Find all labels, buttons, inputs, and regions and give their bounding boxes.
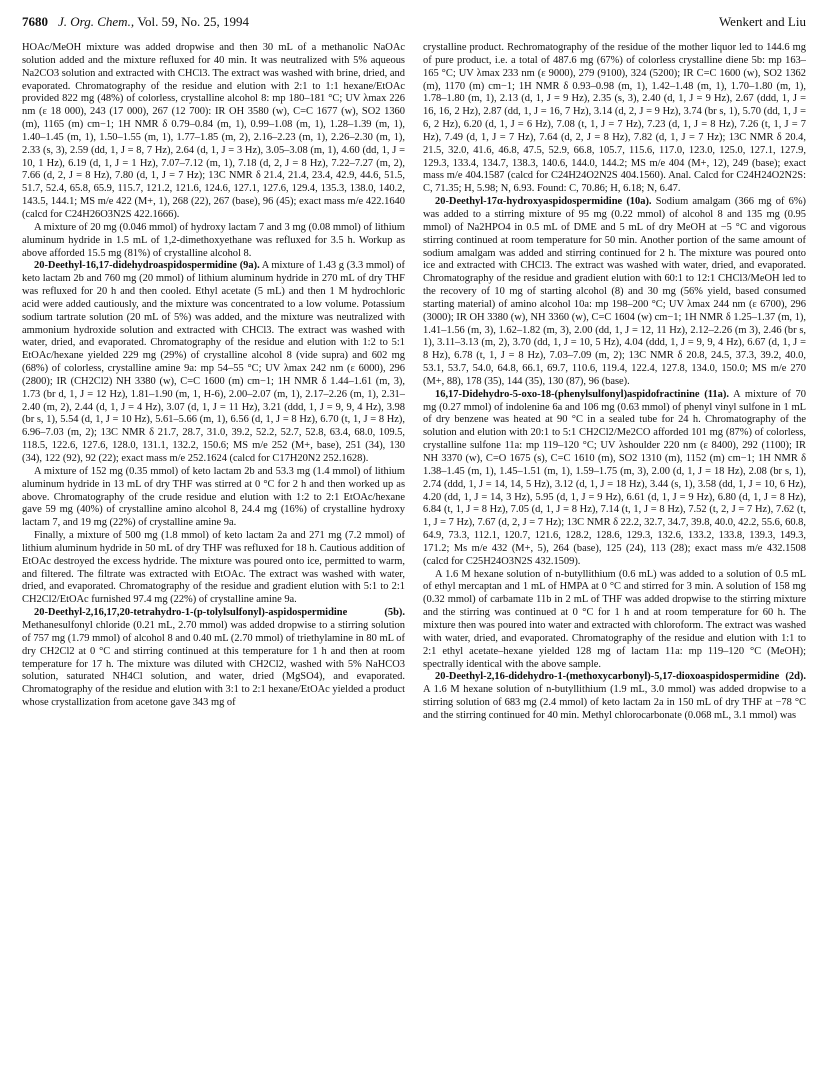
section-heading: 20-Deethyl-16,17-didehydroaspidospermidine (9a). xyxy=(34,260,260,272)
paragraph-text: Methanesulfonyl chloride (0.21 mL, 2.70 mmol) was added dropwise to a stirring solution of 757 mg (1.79 mmol) of alcohol 8 and 0.40 mL (2.70 mmol) of triethylamine in 80 mL of dry CH2Cl2 at 0 °C and stirring continued at this temperature for 1 h and then at room temperature for 17 h. The mixture was diluted with CH2Cl2, washed with 5% NaHCO3 solution, saturated NH4Cl solution, and water, dried (MgSO4), and evaporated. Chromatography of the residue and elution with 3:1 to 2:1 hexane/EtOAc yielded a product whose crystallization from acetone gave 343 mg of xyxy=(22,619,405,709)
paragraph xyxy=(423,671,806,722)
paragraph xyxy=(22,260,405,466)
paragraph xyxy=(423,42,806,196)
journal-name: J. Org. Chem., xyxy=(58,14,135,29)
section-heading: 20-Deethyl-2,16,17,20-tetrahydro-1-(p-tolylsulfonyl)-aspidospermidine (5b). xyxy=(34,607,405,619)
paragraph-text: A mixture of 1.43 g (3.3 mmol) of keto lactam 2b and 760 mg (20 mmol) of lithium aluminum hydride in 270 mL of dry THF was refluxed for 20 h and then cooled. Ethyl acetate (5 mL) and then 1 M hydrochloric acid were added cautiously, and the mixture was concentrated to a low volume. Potassium sodium tartrate solution (20 mL of 5%) was added, and the mixture was neutralized with ammonium hydroxide solution and extracted with CHCl3. The extract was washed with water, dried, and evaporated. Chromatography of the residue and elution with 1:2 to 5:1 EtOAc/hexane yielded 229 mg (29%) of crystalline alcohol 8 (vide supra) and 602 mg (68%) of colorless, crystalline amine 9a: mp 54–55 °C; UV λmax 242 nm (ε 6000), 296 (2800); IR (CH2Cl2) NH 3380 (w), C=C 1600 (m) cm−1; 1H NMR δ 1.44–1.61 (m, 3), 1.73 (br d, 1, J = 12 Hz), 1.81–1.90 (m, 1, H-6), 2.00–2.07 (m, 1), 2.17–2.26 (m, 1), 2.31–2.40 (m, 2), 2.44 (d, 1, J = 4 Hz), 3.07 (d, 1, J = 11 Hz), 3.21 (ddd, 1, J = 9, 9, 4 Hz), 3.98 (br s, 1), 5.54 (d, 1, J = 10 Hz), 5.61–5.66 (m, 1), 6.56 (d, 1, J = 8 Hz), 6.70 (t, 1, J = 8 Hz), 6.96–7.03 (m, 2); 13C NMR δ 21.7, 28.7, 31.0, 39.2, 52.2, 52.7, 52.8, 63.4, 68.0, 109.5, 118.5, 122.6, 127.6, 128.0, 131.1, 132.2, 150.6; MS m/e 252 (M+, base), 251 (34), 130 (34), 122 (92), 92 (22); exact mass m/e 252.1624 (calcd for C17H20N2 252.1628). xyxy=(22,260,405,464)
paragraph-text: crystalline product. Rechromatography of the residue of the mother liquor led to 144.6 mg of pure product, i.e. a total of 487.6 mg (67%) of colorless crystalline diene 5b: mp 163–165 °C; UV λmax 233 nm (ε 9000), 279 (9100), 324 (5200); IR C=C 1600 (w), SO2 1362 (m), 1170 (m) cm−1; 1H NMR δ 0.93–0.98 (m, 1), 1.42–1.48 (m, 1), 1.70–1.80 (m, 1), 1.78–1.80 (m, 1), 2.13 (d, 1, J = 9 Hz), 2.35 (s, 3), 2.40 (d, 1, J = 9 Hz), 2.67 (ddd, 1, J = 16, 16, 2 Hz), 2.87 (dd, 1, J = 16, 7 Hz), 3.14 (d, 2, J = 9 Hz), 3.74 (br s, 1), 5.70 (dd, 1, J = 6, 2 Hz), 6.20 (d, 1, J = 6 Hz), 7.08 (t, 1, J = 7 Hz), 7.23 (d, 1, J = 8 Hz), 7.26 (t, 1, J = 7 Hz), 7.49 (d, 1, J = 7 Hz), 7.64 (d, 2, J = 8 Hz), 7.82 (d, 1, J = 7 Hz); 13C NMR δ 20.4, 21.5, 32.0, 41.6, 46.8, 47.5, 52.9, 66.8, 105.7, 115.6, 117.0, 123.0, 125.0, 127.1, 127.9, 129.3, 133.4, 134.7, 138.3, 140.6, 144.0, 144.2; MS m/e 404 (M+, 12), 249 (base); exact mass m/e 404.1587 (calcd for C24H24O2N2S 404.1560). Anal. Calcd for C24H24O2N2S: C, 71.35; H, 5.98; N, 6.93. Found: C, 70.86; H, 6.18; N, 6.47. xyxy=(423,42,806,195)
journal-citation xyxy=(58,14,249,30)
paragraph-text: A 1.6 M hexane solution of n-butyllithium (1.9 mL, 3.0 mmol) was added dropwise to a stirring solution of 683 mg (2.4 mmol) of keto lactam 2a in 150 mL of dry THF at −78 °C and the stirring continued for 40 min. Methyl chlorocarbonate (0.068 mL, 3.1 mmol) was xyxy=(423,684,806,721)
paragraph-text: A mixture of 20 mg (0.046 mmol) of hydroxy lactam 7 and 3 mg (0.08 mmol) of lithium aluminum hydride in 1.5 mL of 1,2-dimethoxyethane was refluxed for 3.5 h. Workup as above afforded 15.5 mg (81%) of crystalline alcohol 8. xyxy=(22,221,405,259)
paragraph-text: Sodium amalgam (366 mg of 6%) was added to a stirring mixture of 95 mg (0.22 mmol) of alcohol 8 and 135 mg (0.95 mmol) of Na2HPO4 in 0.5 mL of DME and 5 mL of dry MeOH at −5 °C and vigorous stirring continued at room temperature for 50 min. Another portion of the same amount of sodium amalgam was added and stirring continued for 2 h. The mixture was poured onto ice and extracted with CHCl3. The extract was washed with water, dried, and evaporated. Chromatography of the residue and gradient elution with 60:1 to 12:1 CHCl3/MeOH led to the recovery of 10 mg of starting alcohol (8) and 30 mg (56% yield, based consumed starting material) of amino alcohol 10a: mp 198–200 °C; UV λmax 244 nm (ε 6700), 296 (3000); IR OH 3380 (w), NH 3360 (w), C=C 1604 (w) cm−1; 1H NMR δ 1.25–1.37 (m, 1), 1.41–1.56 (m, 3), 1.62–1.82 (m, 3), 2.00 (dd, 1, J = 12, 11 Hz), 2.12–2.26 (m 3), 2.46 (br s, 1), 3.11–3.13 (m, 2), 3.70 (dd, 1, J = 10, 5 Hz), 4.04 (ddd, 1, J = 9, 9, 4 Hz), 6.67 (d, 1, J = 8 Hz), 6.78 (t, 1, J = 8 Hz), 7.03–7.09 (m, 2); 13C NMR δ 20.8, 24.5, 37.3, 39.2, 40.0, 53.1, 53.7, 54.0, 64.8, 66.1, 69.7, 110.6, 119.4, 122.4, 127.8, 134.0, 150.0; MS m/e 270 (M+, 88), 178 (35), 144 (35), 130 (87), 96 (base). xyxy=(423,196,806,387)
paragraph xyxy=(22,530,405,607)
running-authors: Wenkert and Liu xyxy=(718,14,806,29)
paragraph xyxy=(423,196,806,389)
section-heading: 20-Deethyl-17α-hydroxyaspidospermidine (10a). xyxy=(435,196,652,208)
paragraph-text: Finally, a mixture of 500 mg (1.8 mmol) of keto lactam 2a and 271 mg (7.2 mmol) of lithium aluminum hydride in 50 mL of dry THF was refluxed for 18 h. Cautious addition of EtOAc destroyed the excess hydride. The mixture was poured onto ice, permitted to warm, and filtered. The filtrate was extracted with EtOAc. The extract was washed with water, dried, and evaporated. Chromatography of the residue and gradient elution with 5:1 to 2:1 CH2Cl2/EtOAc furnished 97.4 mg (22%) of crystalline amine 9a. xyxy=(22,530,405,606)
paragraph-text: A 1.6 M hexane solution of n-butyllithium (0.6 mL) was added to a solution of 0.5 mL of ethyl mercaptan and 1 mL of HMPA at 0 °C and stirred for 3 min. A solution of 158 mg (0.32 mmol) of carbamate 11b in 2 mL of THF was added dropwise to the stirring mixture and the stirring was continued at 0 °C for 1 h and at room temperature for 60 h. The mixture then was poured into water and extracted with chloroform. The extract was washed with water, dried, and evaporated. Chromatography of the residue and elution with 1:1 to 2:1 ethyl acetate–hexane yielded 128 mg of lactam 11a: mp 119–120 °C (MeOH); spectrally identical with the above sample. xyxy=(423,568,806,670)
paragraph xyxy=(22,222,405,261)
paragraph-text: A mixture of 152 mg (0.35 mmol) of keto lactam 2b and 53.3 mg (1.4 mmol) of lithium aluminum hydride in 13 mL of dry THF was stirred at 0 °C for 2 h and then worked up as above. Chromatography of the crude residue and elution with 1:2 to 2:1 EtOAc/hexane gave 59 mg (40%) of crystalline amino alcohol 8, 24.4 mg (16%) of crystalline hydroxy lactam 7, and 19 mg (22%) of crystalline amine 9a. xyxy=(22,465,405,529)
paragraph xyxy=(22,42,405,222)
right-column xyxy=(423,42,806,1060)
paragraph-text: HOAc/MeOH mixture was added dropwise and then 30 mL of a methanolic NaOAc solution added and the mixture refluxed for 40 min. It was neutralized with 5% aqueous Na2CO3 solution and extracted with CHCl3. The extract was washed with brine, dried, and evaporated. Chromatography of the residue and elution with 2:1 to 1:1 hexane/EtOAc provided 822 mg (48%) of colorless, crystalline alcohol 8: mp 180–181 °C; UV λmax 226 nm (ε 18 000), 243 (17 000), 267 (12 700): IR OH 3580 (w), C=C 1677 (w), SO2 1360 (m), 1165 (m) cm−1; 1H NMR δ 0.79–0.84 (m, 1), 0.99–1.08 (m, 1), 1.28–1.39 (m, 1), 1.40–1.45 (m, 1), 1.50–1.55 (m, 1), 1.77–1.85 (m, 2), 2.16–2.23 (m, 1), 2.26–2.30 (m, 1), 2.33 (s, 3), 2.59 (dd, 1, J = 8, 7 Hz), 2.64 (d, 1, J = 3 Hz), 3.05–3.08 (m, 1), 4.60 (dd, 1, J = 10, 1 Hz), 6.19 (d, 1, J = 1 Hz), 7.07–7.12 (m, 1), 7.18 (d, 2, J = 8 Hz), 7.22–7.27 (m, 2), 7.66 (d, 2, J = 8 Hz), 7.80 (d, 1, J = 7 Hz); 13C NMR δ 21.4, 21.4, 23.4, 42.9, 44.6, 51.5, 51.7, 52.4, 65.8, 65.9, 115.7, 121.2, 121.6, 124.6, 127.1, 127.6, 129.4, 135.3, 138.0, 140.2, 143.5, 144.1; MS m/e 422 (M+, 1), 268 (22), 267 (base), 96 (45); exact mass m/e 422.1640 (calcd for C24H26O3N2S 422.1666). xyxy=(22,42,405,220)
left-column xyxy=(22,42,405,1060)
paragraph xyxy=(22,466,405,530)
page-number: 7680 xyxy=(22,14,48,29)
paragraph-text: A mixture of 70 mg (0.27 mmol) of indolenine 6a and 106 mg (0.63 mmol) of phenyl vinyl sulfone in 1 mL of dry benzene was heated at 90 °C in a sealed tube for 24 h. Chromatography of the solution and elution with 20:1 to 5:1 CH2Cl2/Me2CO afforded 101 mg (87%) of colorless, crystalline sulfone 11a: mp 119–120 °C; UV λshoulder 220 nm (ε 8400), 292 (1100); IR NH 3370 (w), C=O 1675 (s), C=C 1610 (m), SO2 1310 (m), 1152 (m) cm−1; 1H NMR δ 1.38–1.45 (m, 1), 1.45–1.51 (m, 1), 1.59–1.75 (m, 3), 2.00 (d, 1, J = 18 Hz), 2.08 (br s, 1), 2.74 (ddd, 1, J = 14, 14, 5 Hz), 3.12 (d, 1, J = 18 Hz), 3.44 (s, 1), 3.58 (dd, 1, J = 10, 6 Hz), 4.20 (dd, 1, J = 14, 3 Hz), 5.95 (d, 1, J = 9 Hz), 6.61 (d, 1, J = 9 Hz), 6.80 (d, 1, J = 8 Hz), 6.84 (t, 1, J = 8 Hz), 7.05 (d, 1, J = 8 Hz), 7.14 (t, 1, J = 8 Hz), 7.52 (t, 2, J = 7 Hz), 7.62 (t, 1, J = 7 Hz), 7.67 (d, 2, J = 7 Hz); 13C NMR δ 22.2, 32.7, 34.7, 39.8, 40.0, 42.2, 55.6, 60.8, 64.9, 73.3, 112.1, 120.7, 121.6, 128.2, 128.6, 129.3, 132.6, 133.2, 133.8, 139.3, 149.3, 171.2; Ms m/e 432 (M+, 5), 264 (base), 125 (24), 113 (28); exact mass m/e 432.1508 (calcd for C25H24O3N2S 432.1509). xyxy=(423,388,806,567)
paragraph xyxy=(423,569,806,672)
paragraph xyxy=(423,389,806,569)
body-columns xyxy=(22,42,806,1060)
journal-volume: Vol. 59, No. 25, 1994 xyxy=(137,14,250,29)
section-heading: 20-Deethyl-2,16-didehydro-1-(methoxycarbonyl)-5,17-dioxoaspidospermidine (2d). xyxy=(435,671,806,683)
running-head xyxy=(22,14,806,34)
section-heading: 16,17-Didehydro-5-oxo-18-(phenylsulfonyl)aspidofractinine (11a). xyxy=(435,388,729,400)
paragraph xyxy=(22,607,405,710)
